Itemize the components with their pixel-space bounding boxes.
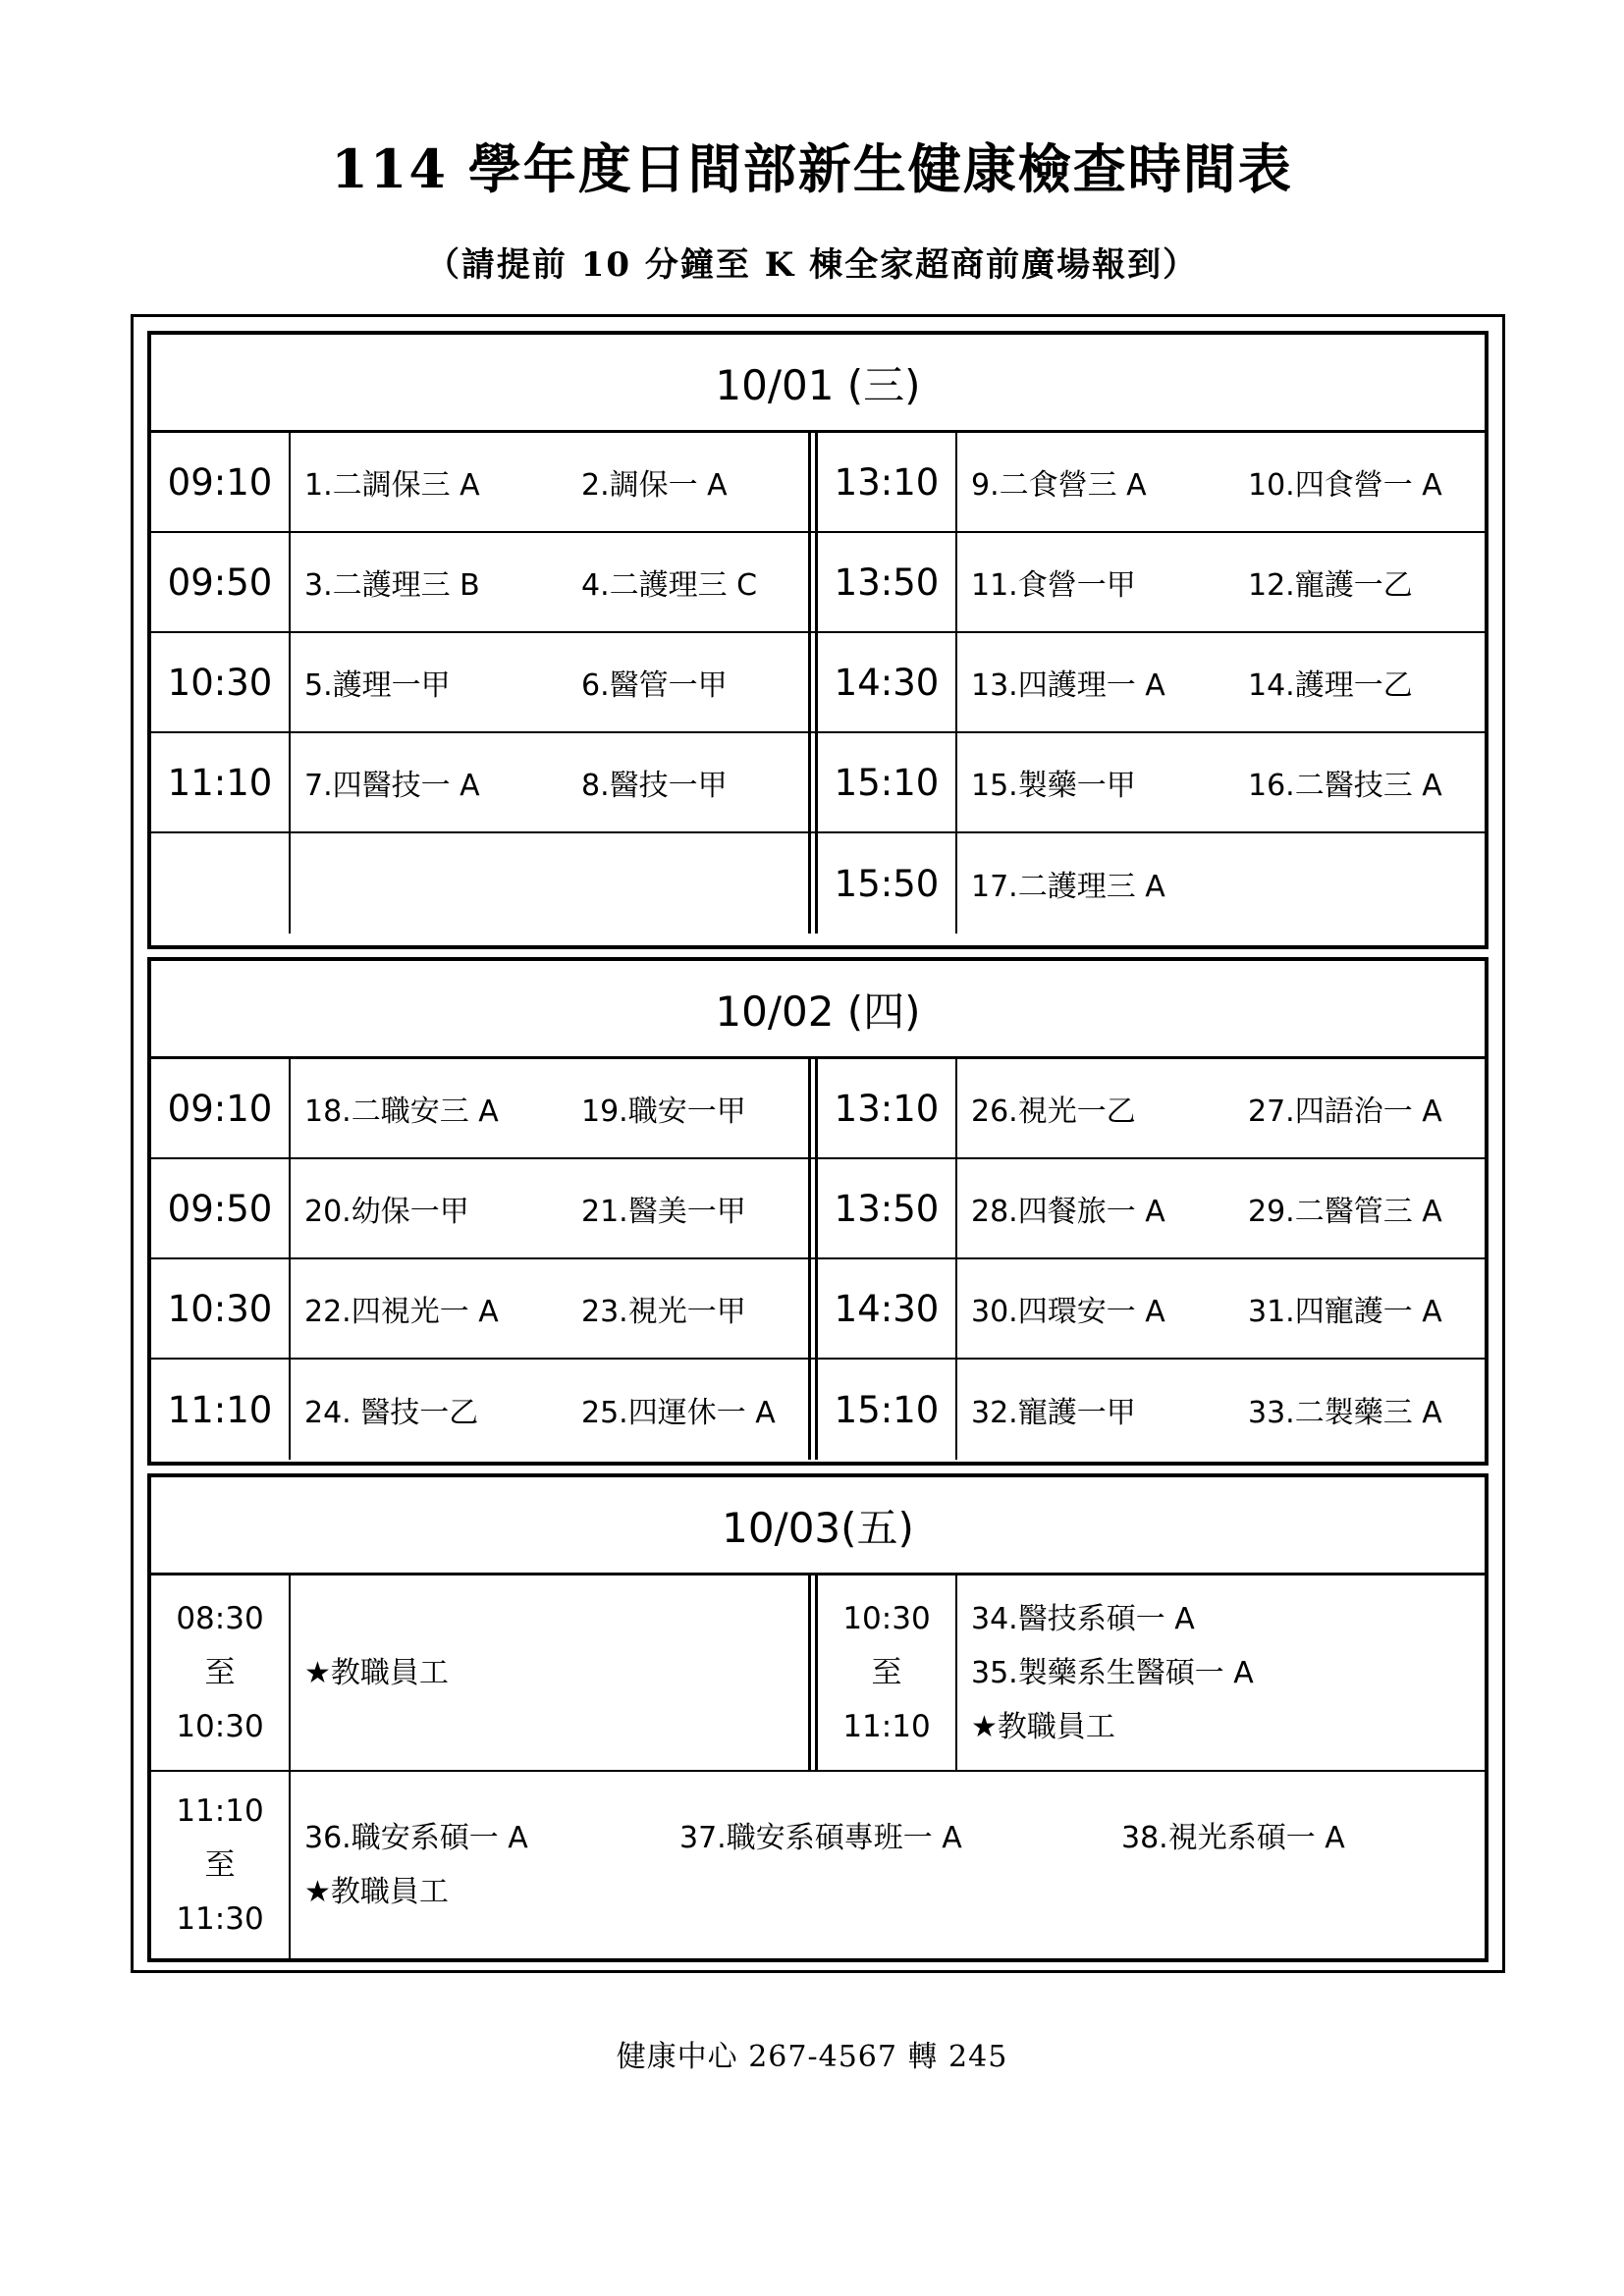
- day-header: 10/02 (四): [151, 961, 1485, 1059]
- time-to: 至: [871, 1654, 902, 1690]
- class-entry: 17.二護理三 A: [971, 870, 1165, 904]
- time-slot: 14:30: [818, 1259, 957, 1358]
- class-cells: [291, 1159, 808, 1257]
- page-subtitle: （請提前 10 分鐘至 K 棟全家超商前廣場報到）: [425, 245, 1199, 285]
- morning-half: [151, 533, 818, 631]
- table-row: [151, 1159, 1485, 1259]
- time-slot: [151, 833, 291, 934]
- time-range: [151, 1575, 291, 1770]
- morning-half: [151, 433, 818, 531]
- class-entry: 9.二食營三 A: [971, 468, 1147, 503]
- table-row: [151, 1259, 1485, 1360]
- table-row: [151, 433, 1485, 533]
- class-entry: 8.醫技一甲: [581, 769, 728, 803]
- contact-footer: 健康中心 267-4567 轉 245: [616, 2040, 1008, 2074]
- day-rows: [151, 433, 1485, 934]
- table-row: [151, 533, 1485, 633]
- class-entry: 28.四餐旅一 A: [971, 1195, 1165, 1229]
- afternoon-half: [818, 533, 1485, 631]
- class-entry: 10.四食營一 A: [1248, 468, 1442, 503]
- time-slot: 13:10: [818, 433, 957, 531]
- class-cells: [291, 1360, 808, 1460]
- time-end: 11:10: [842, 1708, 931, 1744]
- class-entry: 7.四醫技一 A: [304, 769, 480, 803]
- time-start: 10:30: [842, 1600, 931, 1636]
- morning-half: [151, 1059, 818, 1157]
- afternoon-half: [818, 833, 1485, 934]
- class-cells: [291, 533, 808, 631]
- class-entry: 38.視光系碩一 A: [1121, 1821, 1345, 1855]
- table-row: [151, 1575, 1485, 1772]
- time-range: [818, 1575, 957, 1770]
- class-list: [957, 1575, 1485, 1770]
- time-slot: 09:10: [151, 433, 291, 531]
- class-entry: 20.幼保一甲: [304, 1195, 469, 1229]
- class-entry: 13.四護理一 A: [971, 668, 1165, 703]
- morning-half: [151, 1575, 818, 1770]
- day-rows: [151, 1059, 1485, 1460]
- morning-half: [151, 633, 818, 731]
- class-entry: 22.四視光一 A: [304, 1295, 499, 1329]
- class-entry: 35.製藥系生醫碩一 A: [971, 1655, 1254, 1690]
- class-cells: [291, 433, 808, 531]
- time-slot: 10:30: [151, 633, 291, 731]
- table-row: [151, 633, 1485, 733]
- class-cells: [957, 533, 1485, 631]
- time-slot: 14:30: [818, 633, 957, 731]
- class-entry: 14.護理一乙: [1248, 668, 1413, 703]
- day-header: 10/01 (三): [151, 335, 1485, 433]
- class-cells: [957, 733, 1485, 831]
- class-cells: [957, 1259, 1485, 1358]
- class-entry: 4.二護理三 C: [581, 568, 758, 603]
- class-cells: [957, 833, 1485, 934]
- morning-half: [151, 1259, 818, 1358]
- day-section-1001: [147, 331, 1489, 949]
- time-slot: 09:50: [151, 1159, 291, 1257]
- time-to: 至: [204, 1654, 236, 1690]
- class-entry: 18.二職安三 A: [304, 1095, 499, 1129]
- afternoon-half: [818, 1259, 1485, 1358]
- table-row: [151, 733, 1485, 833]
- class-entry: 25.四運休一 A: [581, 1396, 776, 1430]
- staff-entry: ★教職員工: [971, 1709, 1115, 1744]
- class-entry: 33.二製藥三 A: [1248, 1396, 1442, 1430]
- day-section-1003: [147, 1473, 1489, 1962]
- class-entry: 3.二護理三 B: [304, 568, 480, 603]
- class-cells: [957, 433, 1485, 531]
- class-list: [291, 1772, 1485, 1958]
- time-slot: 09:10: [151, 1059, 291, 1157]
- afternoon-half: [818, 1575, 1485, 1770]
- class-entry: 30.四環安一 A: [971, 1295, 1165, 1329]
- schedule-table: [131, 314, 1505, 1973]
- time-end: 11:30: [176, 1900, 264, 1937]
- class-cells: [291, 1059, 808, 1157]
- morning-half: [151, 833, 818, 934]
- time-range: [151, 1772, 291, 1958]
- morning-half: [151, 733, 818, 831]
- class-entry: 19.職安一甲: [581, 1095, 746, 1129]
- time-slot: 11:10: [151, 733, 291, 831]
- class-entry: 11.食營一甲: [971, 568, 1136, 603]
- class-list: [291, 1575, 808, 1770]
- time-end: 10:30: [176, 1708, 264, 1744]
- class-entry: 2.調保一 A: [581, 468, 728, 503]
- table-row: [151, 1772, 1485, 1958]
- afternoon-half: [818, 1360, 1485, 1460]
- time-slot: 13:10: [818, 1059, 957, 1157]
- afternoon-half: [818, 1059, 1485, 1157]
- class-entry: 24. 醫技一乙: [304, 1396, 479, 1430]
- class-entry: 21.醫美一甲: [581, 1195, 746, 1229]
- class-entry: 5.護理一甲: [304, 668, 451, 703]
- day-header: 10/03(五): [151, 1477, 1485, 1575]
- afternoon-half: [818, 433, 1485, 531]
- afternoon-half: [818, 733, 1485, 831]
- class-entry: 27.四語治一 A: [1248, 1095, 1442, 1129]
- page-title: 114 學年度日間部新生健康檢查時間表: [331, 137, 1293, 200]
- time-slot: 13:50: [818, 533, 957, 631]
- time-to: 至: [204, 1846, 236, 1883]
- class-cells: [957, 1159, 1485, 1257]
- time-slot: 15:50: [818, 833, 957, 934]
- time-slot: 11:10: [151, 1360, 291, 1460]
- time-start: 08:30: [176, 1600, 264, 1636]
- day-section-1002: [147, 957, 1489, 1466]
- class-cells: [291, 1259, 808, 1358]
- class-cells: [291, 833, 808, 934]
- table-row: [151, 1059, 1485, 1159]
- class-entry: 15.製藥一甲: [971, 769, 1136, 803]
- time-slot: 15:10: [818, 1360, 957, 1460]
- class-cells: [957, 633, 1485, 731]
- class-entry: 16.二醫技三 A: [1248, 769, 1442, 803]
- class-cells: [957, 1360, 1485, 1460]
- table-row: [151, 1360, 1485, 1460]
- class-entry: 23.視光一甲: [581, 1295, 746, 1329]
- morning-half: [151, 1360, 818, 1460]
- class-entry: 37.職安系碩專班一 A: [679, 1821, 962, 1855]
- class-cells: [957, 1059, 1485, 1157]
- afternoon-half: [818, 1159, 1485, 1257]
- time-slot: 15:10: [818, 733, 957, 831]
- class-cells: [291, 733, 808, 831]
- table-row: [151, 833, 1485, 934]
- staff-entry: ★教職員工: [304, 1655, 449, 1690]
- class-entry: 36.職安系碩一 A: [304, 1821, 528, 1855]
- class-entry: 12.寵護一乙: [1248, 568, 1413, 603]
- class-entry: 6.醫管一甲: [581, 668, 728, 703]
- time-slot: 10:30: [151, 1259, 291, 1358]
- class-entry: 29.二醫管三 A: [1248, 1195, 1442, 1229]
- staff-entry: ★教職員工: [304, 1875, 449, 1909]
- class-entry: 31.四寵護一 A: [1248, 1295, 1442, 1329]
- morning-half: [151, 1159, 818, 1257]
- class-entry: 34.醫技系碩一 A: [971, 1601, 1195, 1636]
- afternoon-half: [818, 633, 1485, 731]
- class-entry: 26.視光一乙: [971, 1095, 1136, 1129]
- class-line: [304, 1811, 1485, 1865]
- class-entry: 1.二調保三 A: [304, 468, 480, 503]
- time-start: 11:10: [176, 1792, 264, 1829]
- time-slot: 09:50: [151, 533, 291, 631]
- class-entry: 32.寵護一甲: [971, 1396, 1136, 1430]
- class-cells: [291, 633, 808, 731]
- time-slot: 13:50: [818, 1159, 957, 1257]
